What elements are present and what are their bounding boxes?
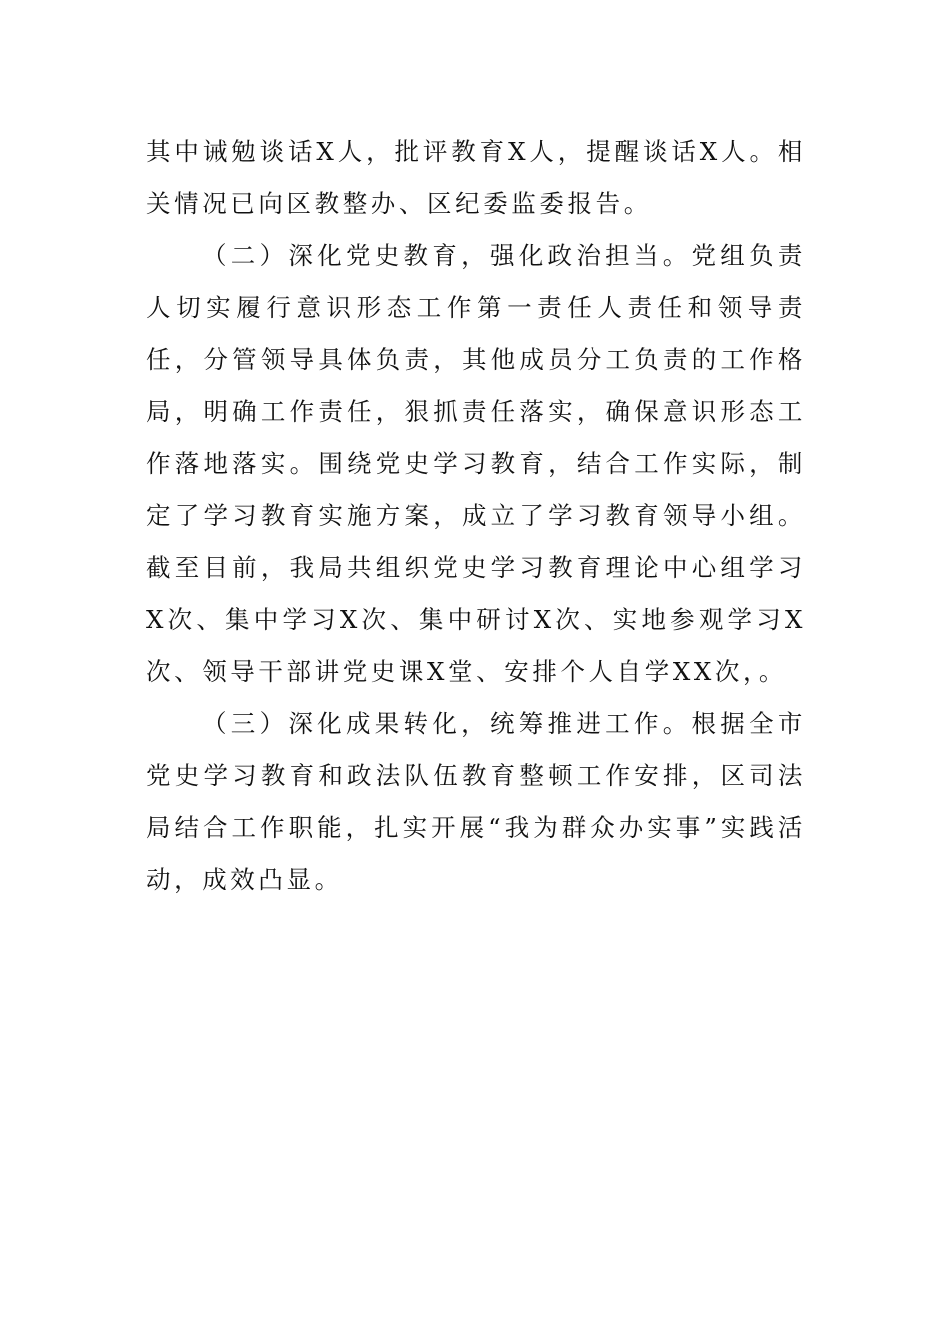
paragraph-section-2: （二）深化党史教育，强化政治担当。党组负责人切实履行意识形态工作第一责任人责任和领导责任，分管领导具体负责，其他成员分工负责的工作格局，明确工作责任，狠抓责任落实，确保意识形态工作落地落实。围绕党史学习教育，结合工作实际，制定了学习教育实施方案，成立了学习教育领导小组。截至目前，我局共组织党史学习教育理论中心组学习X次、集中学习X次、集中研讨X次、实地参观学习X次、领导干部讲党史课X堂、安排个人自学XX次，。 bbox=[146, 241, 806, 686]
document-body bbox=[146, 126, 806, 906]
paragraph-section-3: （三）深化成果转化，统筹推进工作。根据全市党史学习教育和政法队伍教育整顿工作安排，区司法局结合工作职能，扎实开展“我为群众办实事”实践活动，成效凸显。 bbox=[146, 709, 806, 894]
paragraph-continuation: 其中诫勉谈话X人，批评教育X人，提醒谈话X人。相关情况已向区教整办、区纪委监委报告。 bbox=[146, 137, 806, 218]
